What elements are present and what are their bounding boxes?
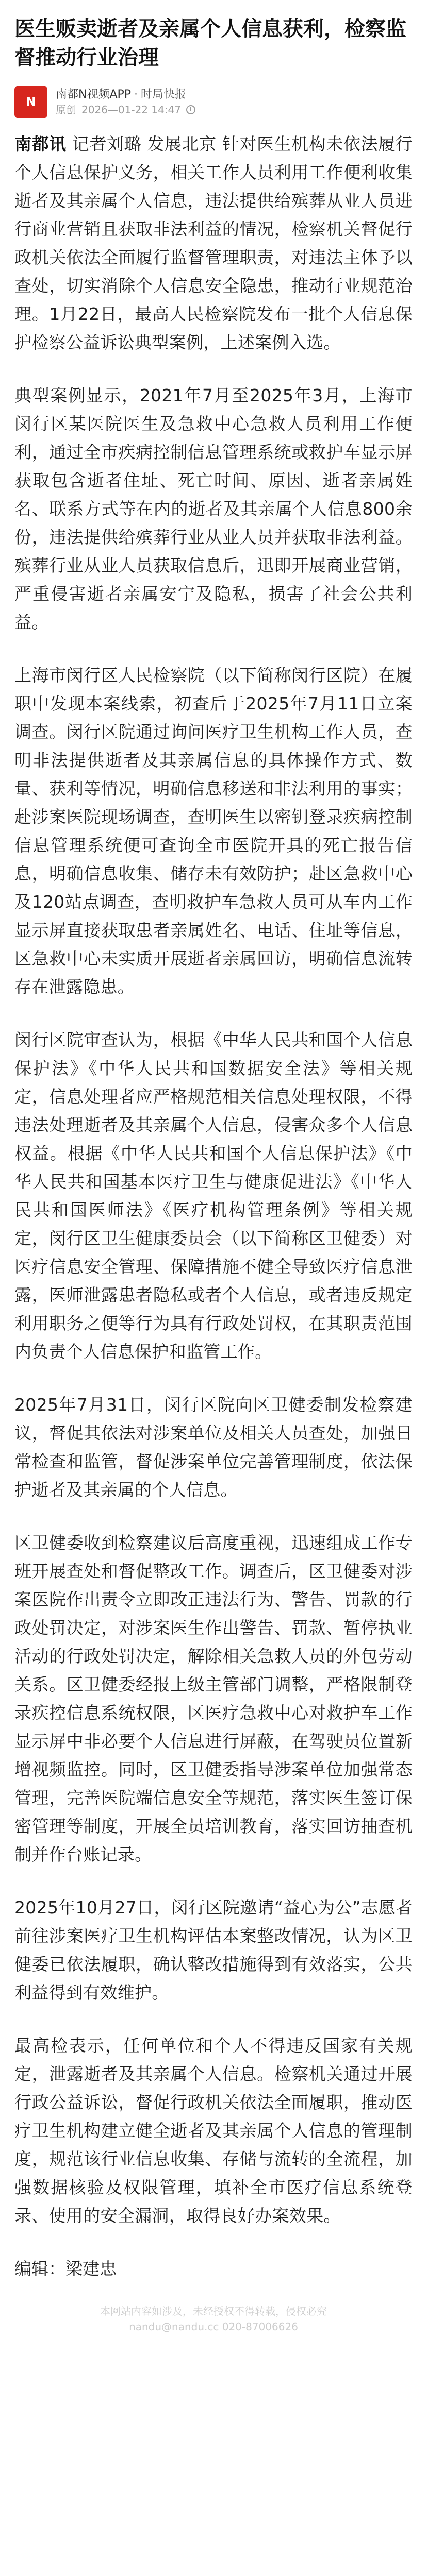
meta-line — [56, 103, 195, 117]
source-info — [56, 87, 195, 117]
paragraph-text: 区卫健委收到检察建议后高度重视，迅速组成工作专班开展查处和督促整改工作。调查后，区卫健委对涉案医院作出责令立即改正违法行为、警告、罚款的行政处罚决定，对涉案医生作出警告、罚款、暂停执业活动的行政处罚决定，解除相关急救人员的外包劳动关系。区卫健委经报上级主管部门调整，严格限制登录疾控信息系统权限，区医疗急救中心对救护车工作显示屏中非必要个人信息进行屏蔽，在驾驶员位置新增视频监控。同时，区卫健委指导涉案单位加强常态管理，完善医院端信息安全等规范，落实医生签订保密管理等制度，开展全员培训教育，落实回访抽查机制并作台账记录。 — [14, 1533, 413, 1865]
source-line — [56, 87, 195, 103]
publish-datetime: 2026—01-22 14:47 — [81, 104, 182, 116]
editor-credit: 编辑：梁建忠 — [14, 2259, 117, 2279]
article-title: 医生贩卖逝者及亲属个人信息获利，检察监督推动行业治理 — [14, 17, 406, 70]
source-separator: · — [134, 88, 138, 101]
paragraph-2 — [14, 381, 413, 636]
paragraph-3 — [14, 661, 413, 1001]
source-avatar[interactable]: N — [14, 86, 47, 118]
watermark-line-2: nandu@nandu.cc 020-87006626 — [129, 2320, 298, 2333]
paragraph-text: 2025年10月27日，闵行区院邀请“益心为公”志愿者前往涉案医疗卫生机构评估本案整改情况，认为区卫健委已依法履职，确认整改措施得到有效落实，公共利益得到有效维护。 — [14, 1897, 413, 2003]
paragraph-1 — [14, 130, 413, 357]
paragraph-7 — [14, 1893, 413, 2007]
paragraph-text: 上海市闵行区人民检察院（以下简称闵行区院）在履职中发现本案线索，初查后于2025年7月11日立案调查。闵行区院通过询问医疗卫生机构工作人员，查明非法提供逝者及其亲属信息的具体操作方式、数量、获利等情况，明确信息移送和非法利用的事实；赴涉案医院现场调查，查明医生以密钥登录疾病控制信息管理系统便可查询全市医院开具的死亡报告信息，明确信息收集、储存未有效防护；赴区急救中心及120站点调查，查明救护车急救人员可从车内工作显示屏直接获取患者亲属姓名、电话、住址等信息，区急救中心未实质开展逝者亲属回访，明确信息流转存在泄露隐患。 — [14, 665, 413, 997]
paragraph-text: 典型案例显示，2021年7月至2025年3月，上海市闵行区某医院医生及急救中心急救人员利用工作便利，通过全市疾病控制信息管理系统或救护车显示屏获取包含逝者住址、死亡时间、原因、逝者亲属姓名、联系方式等在内的逝者及其亲属个人信息800余份，违法提供给殡葬行业从业人员并获取非法利益。殡葬行业从业人员获取信息后，迅即开展商业营销，严重侵害逝者亲属安宁及隐私，损害了社会公共利益。 — [14, 385, 413, 632]
paragraph-8 — [14, 2031, 413, 2230]
source-category[interactable]: 时局快报 — [141, 88, 187, 101]
source-name[interactable]: 南都N视频APP — [56, 88, 132, 101]
paragraph-text: 闵行区院审查认为，根据《中华人民共和国个人信息保护法》《中华人民共和国数据安全法》等相关规定，信息处理者应严格规范相关信息处理权限，不得违法处理逝者及其亲属个人信息，侵害众多个人信息权益。根据《中华人民共和国个人信息保护法》《中华人民共和国基本医疗卫生与健康促进法》《中华人民共和国医师法》《医疗机构管理条例》等相关规定，闵行区卫生健康委员会（以下简称区卫健委）对医疗信息安全管理、保障措施不健全导致医疗信息泄露，医师泄露患者隐私或者个人信息，或者违反规定利用职务之便等行为具有行政处罚权，在其职责范围内负责个人信息保护和监管工作。 — [14, 1030, 413, 1362]
footer-watermark — [14, 2303, 413, 2334]
paragraph-lead: 南都讯 — [14, 134, 67, 154]
paragraph-6 — [14, 1529, 413, 1869]
paragraph-text: 记者刘璐 发展北京 针对医生机构未依法履行个人信息保护义务，相关工作人员利用工作便利收集逝者及其亲属个人信息，违法提供给殡葬从业人员进行商业营销且获取非法利益的情况，检察机关督促行政机关依法全面履行监督管理职责，对违法主体予以查处，切实消除个人信息安全隐患，推动行业规范治理。1月22日，最高人民检察院发布一批个人信息保护检察公益诉讼典型案例，上述案例入选。 — [14, 134, 413, 352]
paragraph-4 — [14, 1026, 413, 1366]
original-badge: 原创 — [56, 104, 76, 116]
paragraph-text: 2025年7月31日，闵行区院向区卫健委制发检察建议，督促其依法对涉案单位及相关人员查处，加强日常检查和监管，督促涉案单位完善管理制度，依法保护逝者及其亲属的个人信息。 — [14, 1395, 413, 1500]
source-row — [14, 86, 413, 118]
paragraph-text: 最高检表示，任何单位和个人不得违反国家有关规定，泄露逝者及其亲属个人信息。检察机关通过开展行政公益诉讼，督促行政机关依法全面履职，推动医疗卫生机构建立健全逝者及其亲属个人信息的管理制度，规范该行业信息收集、存储与流转的全流程，加强数据核验及权限管理，填补全市医疗信息系统登录、使用的安全漏洞，取得良好办案效果。 — [14, 2036, 413, 2226]
watermark-line-1: 本网站内容如涉及，未经授权不得转载，侵权必究 — [100, 2305, 327, 2317]
clock-icon — [186, 105, 195, 114]
paragraph-5 — [14, 1391, 413, 1504]
